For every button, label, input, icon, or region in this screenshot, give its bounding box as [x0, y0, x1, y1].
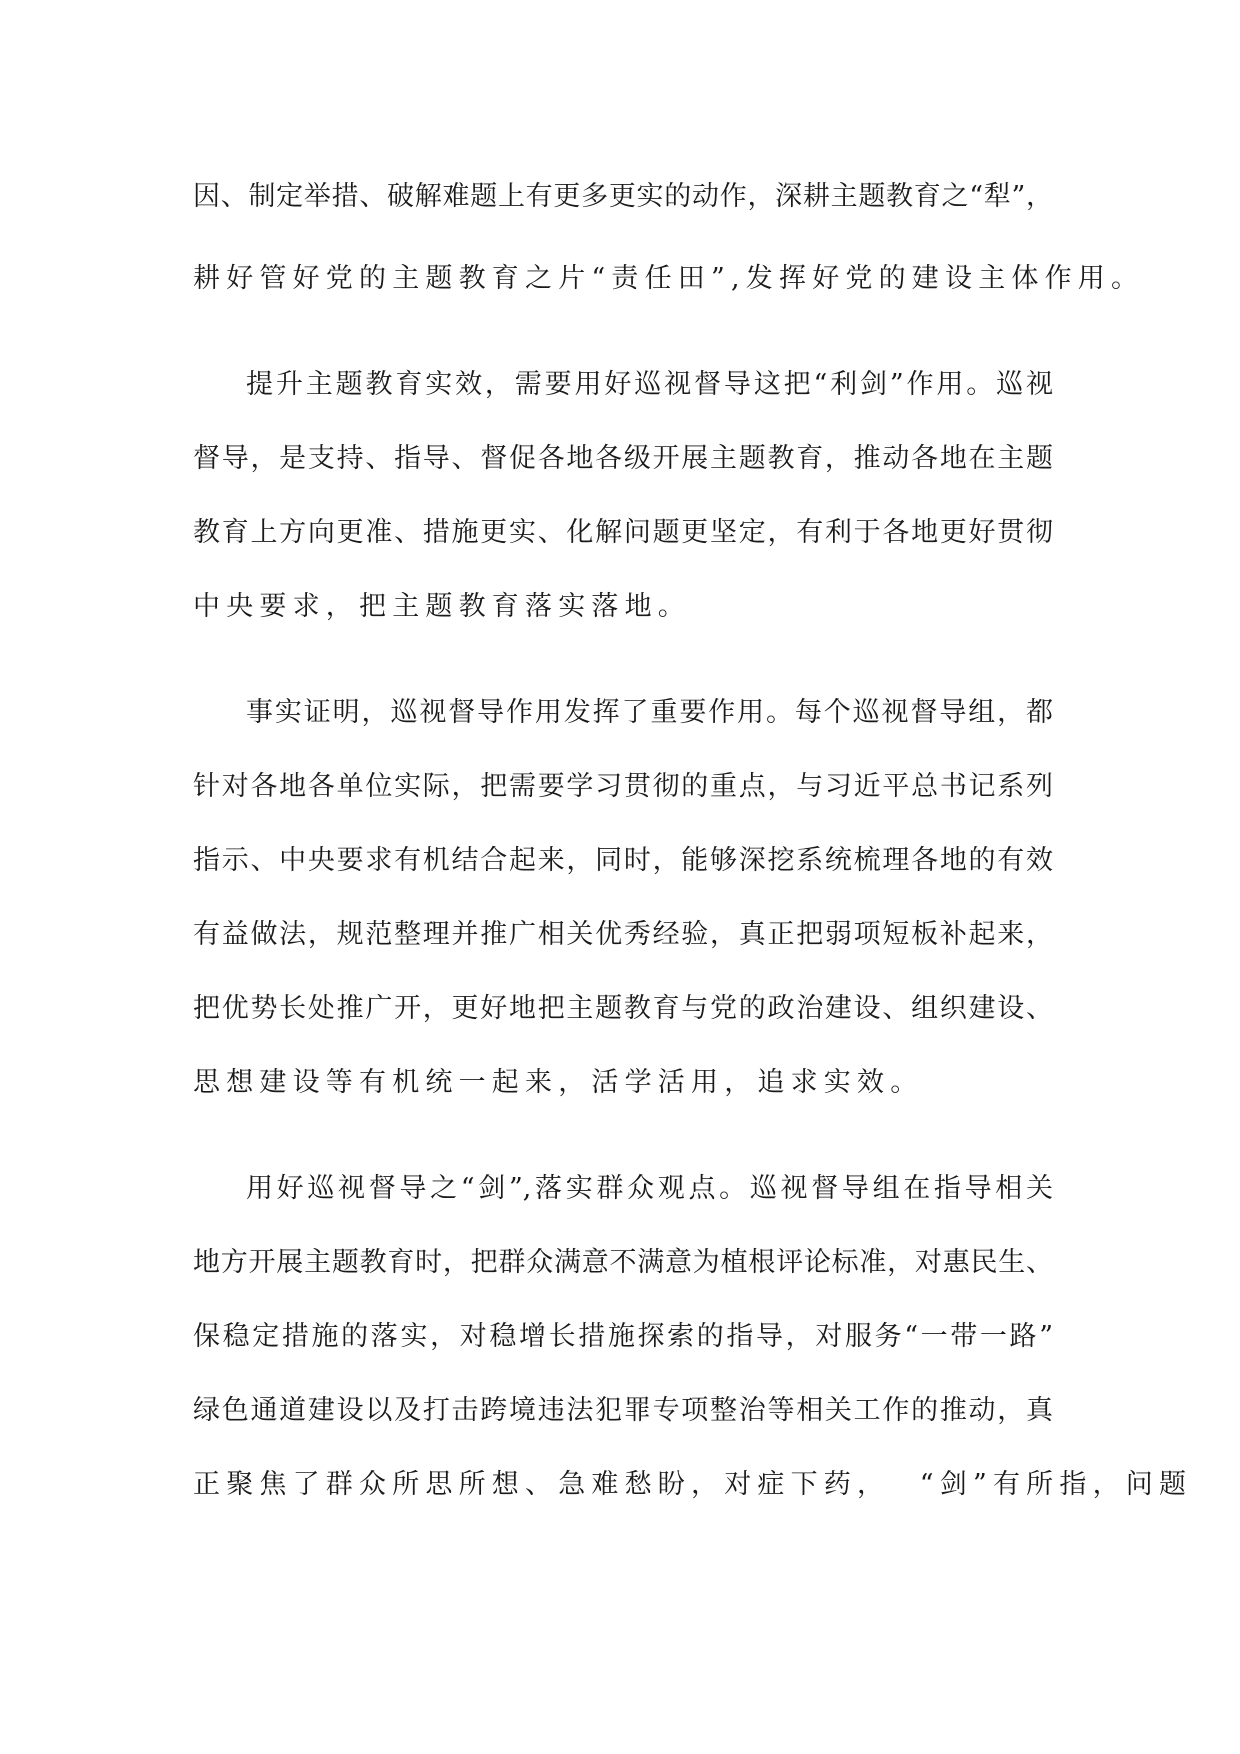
text-line: 中央要求，把主题教育落实落地。: [193, 591, 691, 622]
text-line: 把优势长处推广开，更好地把主题教育与党的政治建设、组织建设、: [193, 993, 1053, 1024]
text-line: 绿色通道建设以及打击跨境违法犯罪专项整治等相关工作的推动，真: [193, 1395, 1053, 1426]
text-line: 教育上方向更准、措施更实、化解问题更坚定，有利于各地更好贯彻: [193, 517, 1053, 548]
text-line: 地方开展主题教育时，把群众满意不满意为植根评论标准，对惠民生、: [193, 1247, 1053, 1278]
text-line: 提升主题教育实效，需要用好巡视督导这把“利剑”作用。巡视: [246, 369, 1053, 400]
text-line: 思想建设等有机统一起来，活学活用，追求实效。: [193, 1067, 924, 1098]
text-line: 正聚焦了群众所思所想、急难愁盼，对症下药， “剑”有所指，问题: [193, 1469, 1193, 1500]
text-line: 督导，是支持、指导、督促各地各级开展主题教育，推动各地在主题: [193, 443, 1053, 474]
text-line: 有益做法，规范整理并推广相关优秀经验，真正把弱项短板补起来，: [193, 919, 1053, 950]
text-line: 指示、中央要求有机结合起来，同时，能够深挖系统梳理各地的有效: [193, 845, 1053, 876]
text-line: 用好巡视督导之“剑”,落实群众观点。巡视督导组在指导相关: [246, 1173, 1053, 1204]
text-line: 针对各地各单位实际，把需要学习贯彻的重点，与习近平总书记系列: [193, 771, 1053, 802]
text-line: 保稳定措施的落实，对稳增长措施探索的指导，对服务“一带一路”: [193, 1321, 1053, 1352]
text-line: 因、制定举措、破解难题上有更多更实的动作，深耕主题教育之“犁”，: [193, 181, 1053, 212]
text-line: 耕好管好党的主题教育之片“责任田”,发挥好党的建设主体作用。: [193, 263, 1145, 294]
text-line: 事实证明，巡视督导作用发挥了重要作用。每个巡视督导组，都: [246, 697, 1053, 728]
